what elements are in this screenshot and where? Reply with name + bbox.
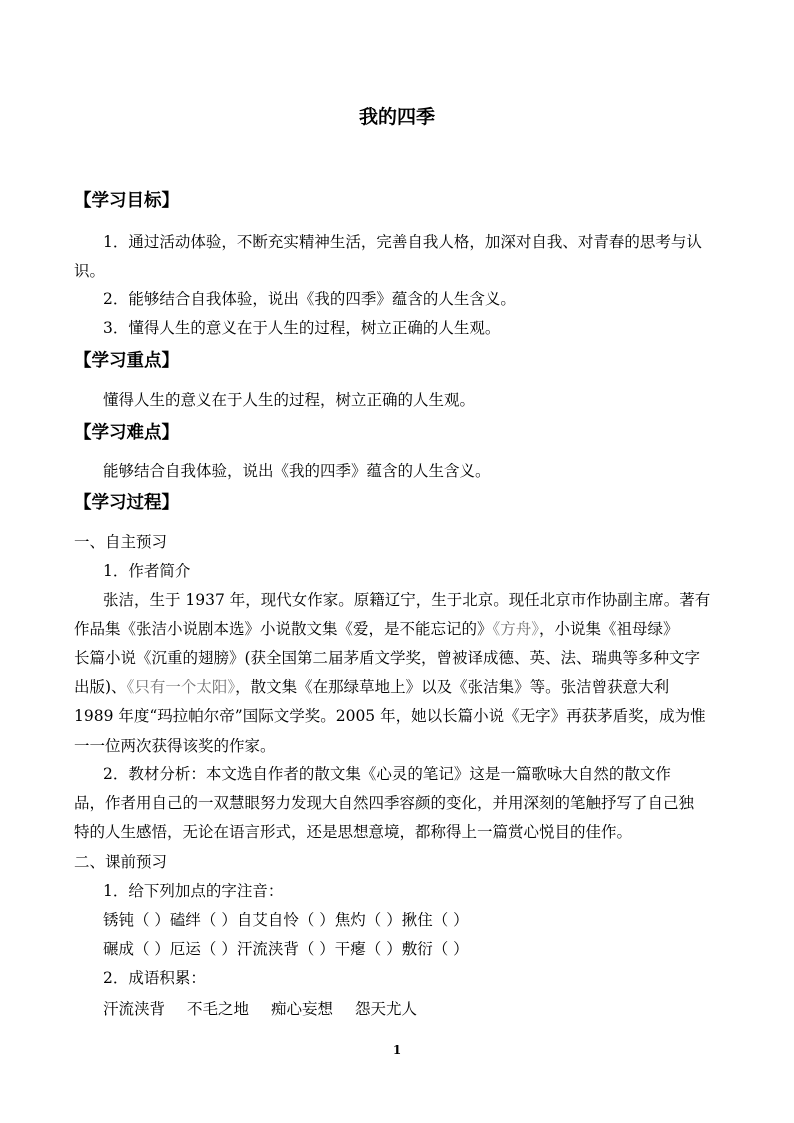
author-intro-line-4 bbox=[74, 677, 669, 697]
difficulties-text: 能够结合自我体验，说出《我的四季》蕴含的人生含义。 bbox=[103, 462, 491, 480]
goal-item-1-line-1: 1．通过活动体验，不断充实精神生活，完善自我人格，加深对自我、对青春的思考与认 bbox=[103, 233, 702, 251]
author-intro-line-2 bbox=[74, 619, 679, 639]
author-intro-line-5: 1989 年度“玛拉帕尔帝”国际文学奖。2005 年，她以长篇小说《无字》再获茅盾奖，成为惟 bbox=[74, 707, 706, 725]
author-intro-line-4-part-c: ，散文集《在那绿草地上》 bbox=[235, 678, 422, 696]
author-intro-line-4-part-d: 以及《张洁集》等。张洁曾获意大利 bbox=[421, 678, 670, 696]
analysis-line-3: 特的人生感悟，无论在语言形式，还是思想意境，都称得上一篇赏心悦目的佳作。 bbox=[74, 823, 633, 841]
idioms-title: 2．成语积累： bbox=[103, 969, 206, 987]
author-intro-line-4-part-a: 出版)、 bbox=[74, 678, 127, 696]
class-preview-title: 二、课前预习 bbox=[74, 853, 168, 871]
goal-item-2: 2．能够结合自我体验，说出《我的四季》蕴含的人生含义。 bbox=[103, 290, 516, 308]
key-points-text: 懂得人生的意义在于人生的过程，树立正确的人生观。 bbox=[103, 391, 476, 409]
author-intro-line-2-part-a: 作品集《张洁小说剧本选》 bbox=[74, 620, 261, 638]
analysis-line-1-part-b: 这是一篇歌咏大自然的散文作 bbox=[469, 765, 671, 783]
page-number: 1 bbox=[392, 1043, 402, 1057]
author-intro-line-4-part-b: 《只有一个太阳》 bbox=[126, 678, 236, 696]
section-heading-difficulties: 【学习难点】 bbox=[74, 423, 179, 443]
document-title: 我的四季 bbox=[358, 106, 435, 128]
section-heading-key-points: 【学习重点】 bbox=[74, 351, 179, 371]
author-intro-line-3: 长篇小说《沉重的翅膀》(获全国第二届茅盾文学奖，曾被译成德、英、法、瑞典等多种文字 bbox=[74, 649, 701, 667]
analysis-line-1-part-a: 2．教材分析：本文选自作者的散文集《心灵的笔记》 bbox=[103, 765, 470, 783]
author-intro-line-2-part-b: 小说散文集《爱，是不能忘记的》 bbox=[260, 620, 493, 638]
phonetic-row-1: 锈钝（ ）磕绊（ ）自艾自怜（ ）焦灼（ ）揪住（ ） bbox=[103, 911, 469, 929]
goal-item-3: 3．懂得人生的意义在于人生的过程，树立正确的人生观。 bbox=[103, 319, 501, 337]
author-intro-title: 1．作者简介 bbox=[103, 562, 191, 580]
idiom-item: 汗流浃背 bbox=[103, 1000, 166, 1018]
phonetic-row-2: 碾成（ ）厄运（ ）汗流浃背（ ）干瘪（ ）敷衍（ ） bbox=[103, 940, 469, 958]
author-intro-line-6: 一一位两次获得该奖的作家。 bbox=[74, 737, 276, 755]
author-intro-line-1: 张洁，生于 1937 年，现代女作家。原籍辽宁，生于北京。现任北京市作协副主席。著有 bbox=[103, 591, 711, 609]
author-intro-line-2-part-c: 《方舟》 bbox=[492, 620, 540, 638]
idiom-list bbox=[103, 999, 417, 1019]
goal-item-1-line-2: 识。 bbox=[74, 262, 106, 280]
section-heading-process: 【学习过程】 bbox=[74, 493, 179, 513]
phonetic-title: 1．给下列加点的字注音： bbox=[103, 882, 284, 900]
author-intro-line-2-part-d: ，小说集《祖母绿》 bbox=[539, 620, 679, 638]
analysis-line-1 bbox=[103, 764, 671, 784]
idiom-item: 不毛之地 bbox=[187, 1000, 250, 1018]
idiom-item: 痴心妄想 bbox=[271, 1000, 334, 1018]
idiom-item: 怨天尤人 bbox=[355, 1000, 418, 1018]
analysis-line-2: 品，作者用自己的一双慧眼努力发现大自然四季容颜的变化，并用深刻的笔触抒写了自己独 bbox=[74, 794, 695, 812]
preview-title: 一、自主预习 bbox=[74, 533, 168, 551]
section-heading-goals: 【学习目标】 bbox=[74, 191, 179, 211]
